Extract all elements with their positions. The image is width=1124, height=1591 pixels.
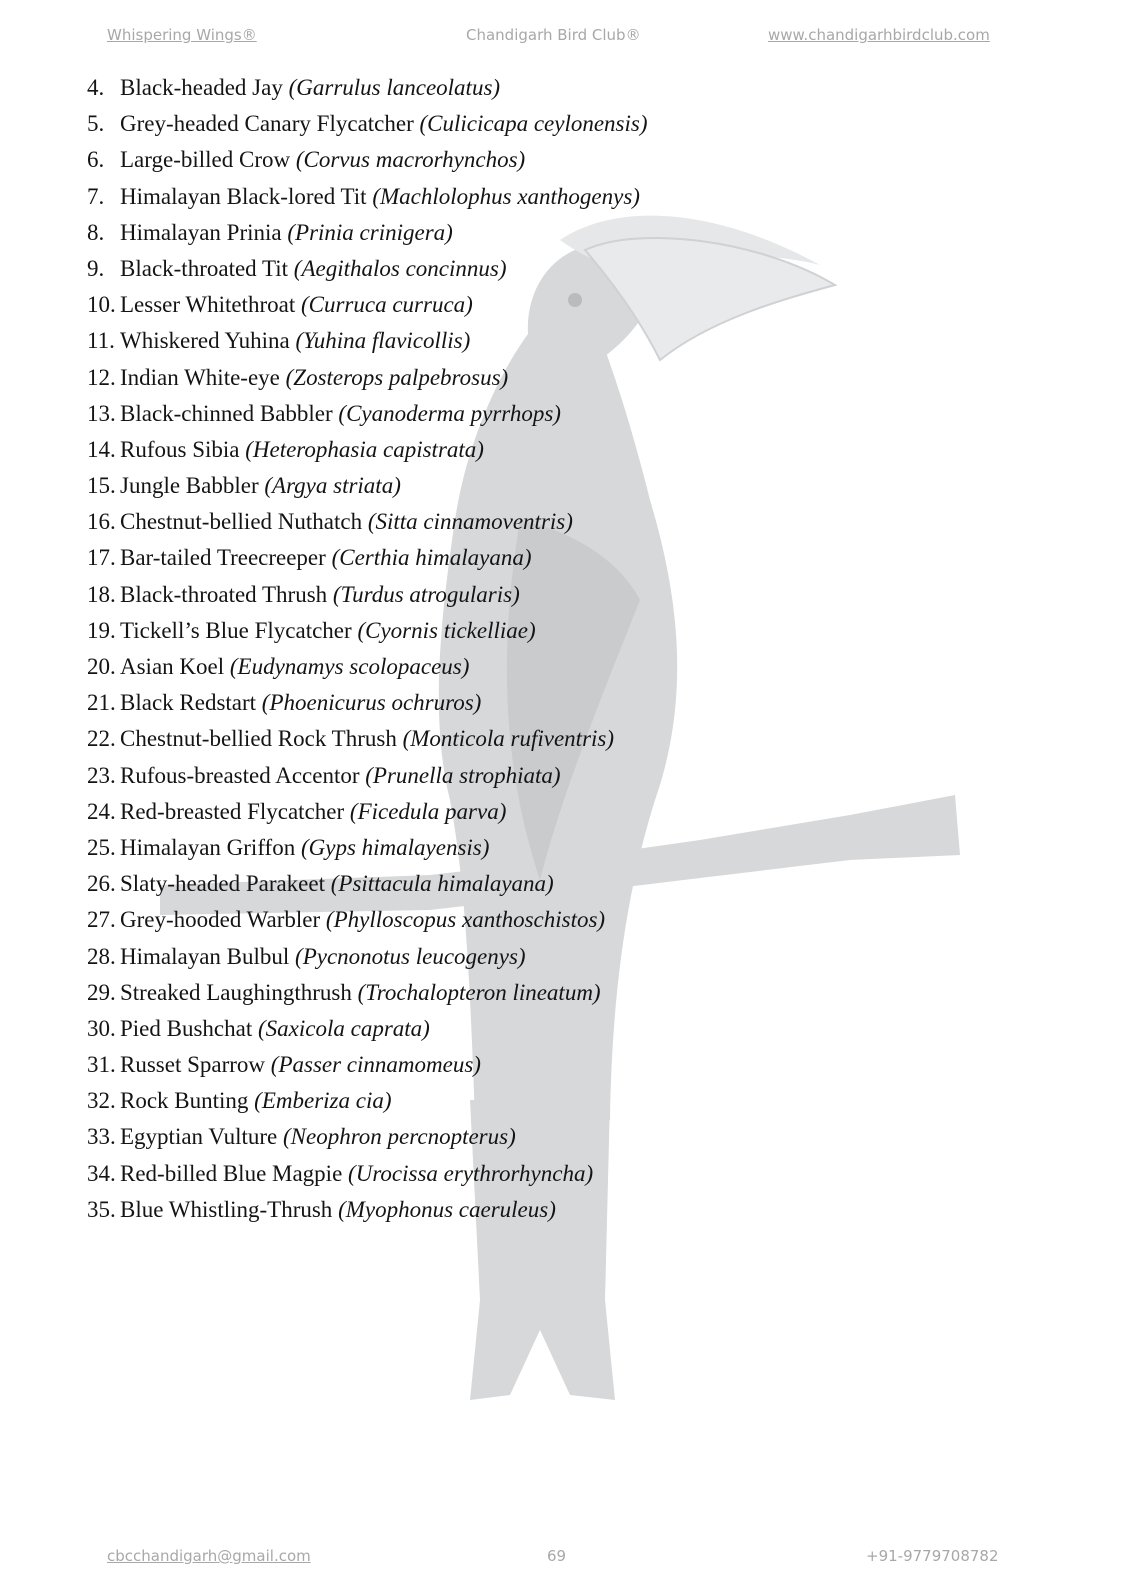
list-item	[87, 1156, 648, 1192]
list-item	[87, 323, 648, 359]
list-item-number: 33.	[87, 1124, 116, 1150]
list-item-number: 14.	[87, 436, 116, 462]
bird-common-name: Black-headed Jay	[120, 75, 283, 100]
list-item	[87, 649, 648, 685]
bird-scientific-name: (Culicicapa ceylonensis)	[419, 111, 648, 137]
bird-common-name: Indian White-eye	[120, 364, 280, 390]
list-item	[87, 504, 648, 540]
page-number-text: 69	[547, 1547, 567, 1565]
bird-scientific-name: (Cyanoderma pyrrhops)	[338, 400, 561, 426]
list-item	[87, 975, 648, 1011]
list-item-number: 15.	[87, 473, 116, 499]
bird-scientific-name: (Emberiza cia)	[254, 1088, 392, 1114]
list-item-number: 5.	[87, 111, 105, 137]
bird-scientific-name: (Monticola rufiventris)	[402, 726, 615, 752]
bird-common-name: Black-chinned Babbler	[120, 400, 333, 426]
bird-scientific-name: (Aegithalos concinnus)	[293, 255, 507, 281]
list-item-number: 12.	[87, 364, 116, 390]
list-item-number: 13.	[87, 400, 116, 426]
header-left	[107, 26, 257, 44]
bird-common-name: Himalayan Prinia	[120, 219, 282, 245]
header-title: Whispering Wings®	[107, 26, 257, 44]
bird-common-name: Blue Whistling-Thrush	[120, 1196, 333, 1222]
bird-common-name: Streaked Laughingthrush	[120, 979, 352, 1005]
bird-list	[87, 70, 648, 1228]
list-item-number: 8.	[87, 219, 105, 245]
bird-common-name: Russet Sparrow	[120, 1052, 266, 1078]
list-item	[87, 758, 648, 794]
bird-common-name: Chestnut-bellied Rock Thrush	[120, 726, 397, 752]
list-item-number: 31.	[87, 1052, 116, 1078]
bird-common-name: Whiskered Yuhina	[120, 328, 290, 354]
list-item-number: 19.	[87, 617, 116, 643]
list-item	[87, 251, 648, 287]
bird-common-name: Black Redstart	[120, 690, 257, 716]
bird-common-name: Red-billed Blue Magpie	[120, 1160, 343, 1186]
list-item-number: 34.	[87, 1160, 116, 1186]
bird-scientific-name: (Phoenicurus ochruros)	[261, 690, 482, 716]
bird-common-name: Slaty-headed Parakeet	[120, 871, 325, 897]
bird-common-name: Himalayan Bulbul	[120, 943, 290, 969]
header-center	[466, 26, 641, 44]
bird-scientific-name: (Gyps himalayensis)	[300, 834, 490, 860]
bird-scientific-name: (Curruca curruca)	[300, 292, 473, 318]
page-number	[547, 1547, 566, 1565]
bird-scientific-name: (Phylloscopus xanthoschistos)	[325, 907, 606, 933]
bird-common-name: Bar-tailed Treecreeper	[120, 545, 326, 571]
bird-scientific-name: (Prinia crinigera)	[287, 219, 453, 245]
bird-scientific-name: (Urocissa erythrorhyncha)	[348, 1160, 594, 1186]
list-item-number: 24.	[87, 798, 116, 824]
list-item-number: 4.	[87, 75, 105, 100]
list-item	[87, 1119, 648, 1155]
list-item-number: 32.	[87, 1088, 116, 1114]
list-item	[87, 866, 648, 902]
bird-scientific-name: (Garrulus lanceolatus)	[288, 75, 501, 100]
bird-scientific-name: (Sitta cinnamoventris)	[367, 509, 573, 535]
list-item-number: 28.	[87, 943, 116, 969]
bird-scientific-name: (Neophron percnopterus)	[283, 1124, 516, 1150]
email-address[interactable]: cbcchandigarh@gmail.com	[107, 1547, 311, 1565]
bird-scientific-name: (Cyornis tickelliae)	[357, 617, 536, 643]
list-item-number: 18.	[87, 581, 116, 607]
bird-scientific-name: (Pycnonotus leucogenys)	[295, 943, 526, 969]
list-item-number: 25.	[87, 834, 116, 860]
bird-scientific-name: (Yuhina flavicollis)	[295, 328, 471, 354]
bird-common-name: Egyptian Vulture	[120, 1124, 278, 1150]
list-item-number: 10.	[87, 292, 116, 318]
list-item-number: 7.	[87, 183, 105, 209]
list-item	[87, 1047, 648, 1083]
list-item-number: 21.	[87, 690, 116, 716]
bird-scientific-name: (Machlolophus xanthogenys)	[372, 183, 640, 209]
bird-common-name: Red-breasted Flycatcher	[120, 798, 345, 824]
bird-common-name: Pied Bushchat	[120, 1015, 253, 1041]
bird-common-name: Himalayan Griffon	[120, 834, 296, 860]
bird-common-name: Grey-headed Canary Flycatcher	[120, 111, 414, 137]
bird-common-name: Rock Bunting	[120, 1088, 249, 1114]
bird-common-name: Black-throated Tit	[120, 255, 289, 281]
list-item	[87, 468, 648, 504]
list-item	[87, 142, 648, 178]
list-item	[87, 577, 648, 613]
bird-scientific-name: (Zosterops palpebrosus)	[285, 364, 509, 390]
list-item	[87, 830, 648, 866]
phone-number-text: +91-9779708782	[866, 1547, 999, 1565]
list-item-number: 29.	[87, 979, 116, 1005]
list-item-number: 16.	[87, 509, 116, 535]
list-item	[87, 721, 648, 757]
bird-scientific-name: (Certhia himalayana)	[331, 545, 532, 571]
bird-common-name: Asian Koel	[120, 654, 225, 679]
bird-scientific-name: (Passer cinnamomeus)	[270, 1052, 481, 1078]
bird-scientific-name: (Heterophasia capistrata)	[245, 436, 484, 462]
bird-scientific-name: (Eudynamys scolopaceus)	[229, 654, 470, 679]
list-item	[87, 613, 648, 649]
bird-scientific-name: (Prunella strophiata)	[365, 762, 561, 788]
bird-scientific-name: (Saxicola caprata)	[258, 1015, 430, 1041]
bird-scientific-name: (Argya striata)	[264, 473, 401, 499]
list-item	[87, 685, 648, 721]
list-item-number: 22.	[87, 726, 116, 752]
bird-scientific-name: (Trochalopteron lineatum)	[357, 979, 601, 1005]
bird-scientific-name: (Psittacula himalayana)	[330, 871, 554, 897]
list-item-number: 11.	[87, 328, 115, 354]
list-item-number: 27.	[87, 907, 116, 933]
list-item-number: 6.	[87, 147, 105, 173]
bird-common-name: Jungle Babbler	[120, 473, 259, 499]
list-item	[87, 360, 648, 396]
list-item	[87, 1192, 648, 1228]
list-item	[87, 902, 648, 938]
list-item-number: 26.	[87, 871, 116, 897]
bird-common-name: Large-billed Crow	[120, 147, 291, 173]
website-url[interactable]: www.chandigarhbirdclub.com	[768, 26, 990, 44]
bird-scientific-name: (Ficedula parva)	[349, 798, 507, 824]
list-item	[87, 106, 648, 142]
list-item	[87, 939, 648, 975]
list-item	[87, 432, 648, 468]
list-item	[87, 1083, 648, 1119]
bird-common-name: Lesser Whitethroat	[120, 292, 296, 318]
list-item-number: 9.	[87, 255, 105, 281]
bird-common-name: Grey-hooded Warbler	[120, 907, 321, 933]
bird-scientific-name: (Corvus macrorhynchos)	[295, 147, 526, 173]
club-name: Chandigarh Bird Club®	[466, 26, 641, 44]
list-item-number: 35.	[87, 1196, 116, 1222]
list-item	[87, 287, 648, 323]
website-link[interactable]	[768, 26, 990, 44]
list-item-number: 30.	[87, 1015, 116, 1041]
bird-common-name: Tickell’s Blue Flycatcher	[120, 617, 352, 643]
email-link[interactable]	[107, 1547, 311, 1565]
list-item	[87, 794, 648, 830]
list-item-number: 17.	[87, 545, 116, 571]
bird-common-name: Chestnut-bellied Nuthatch	[120, 509, 363, 535]
list-item	[87, 179, 648, 215]
list-item-number: 20.	[87, 654, 116, 679]
bird-scientific-name: (Turdus atrogularis)	[332, 581, 520, 607]
list-item	[87, 540, 648, 576]
bird-common-name: Rufous Sibia	[120, 436, 240, 462]
bird-common-name: Rufous-breasted Accentor	[120, 762, 360, 788]
bird-common-name: Himalayan Black-lored Tit	[120, 183, 367, 209]
list-item	[87, 1011, 648, 1047]
bird-common-name: Black-throated Thrush	[120, 581, 328, 607]
bird-scientific-name: (Myophonus caeruleus)	[338, 1196, 556, 1222]
list-item	[87, 215, 648, 251]
list-item	[87, 70, 648, 106]
phone-number	[866, 1547, 999, 1565]
list-item	[87, 396, 648, 432]
list-item-number: 23.	[87, 762, 116, 788]
